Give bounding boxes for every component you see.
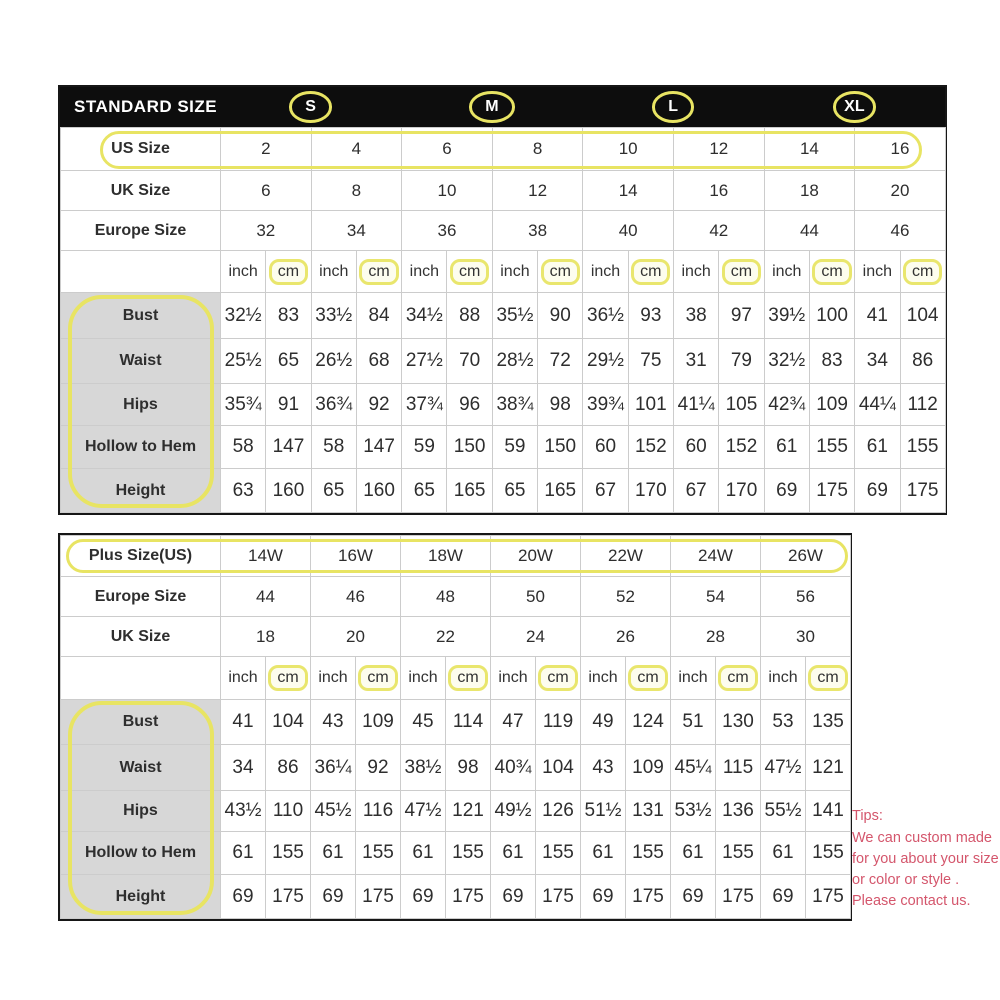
- measure-value-cell: 72: [538, 339, 583, 384]
- measure-value-cell: 69: [671, 875, 716, 919]
- measure-value-cell: 114: [446, 700, 491, 745]
- plus-size-table: [58, 533, 852, 921]
- measure-value-cell: 83: [809, 339, 854, 384]
- size-value-cell: 56: [761, 577, 851, 617]
- measure-value-cell: 41: [855, 293, 900, 339]
- measure-value-cell: 61: [311, 832, 356, 875]
- unit-row-empty-cell: [61, 657, 221, 700]
- measure-value-cell: 69: [221, 875, 266, 919]
- measure-value-cell: 86: [900, 339, 945, 384]
- cm-unit-cell: [266, 657, 311, 700]
- cm-unit-highlight: cm: [722, 259, 761, 285]
- measure-value-cell: 104: [266, 700, 311, 745]
- measure-value-cell: 86: [266, 745, 311, 791]
- measure-value-cell: 43½: [221, 791, 266, 832]
- cm-unit-highlight: cm: [269, 259, 308, 285]
- europe-size-label: Europe Size: [61, 211, 221, 251]
- us-size-row: [61, 128, 946, 171]
- measure-value-cell: 49½: [491, 791, 536, 832]
- measure-value-cell: 141: [806, 791, 851, 832]
- measure-value-cell: 69: [764, 469, 809, 513]
- tips-line: Please contact us.: [852, 893, 971, 909]
- measure-value-cell: 60: [673, 426, 718, 469]
- tips-title: Tips:: [852, 808, 883, 824]
- cm-unit-cell: [538, 251, 583, 293]
- measure-value-cell: 44¼: [855, 384, 900, 426]
- uk-size-label: UK Size: [61, 171, 221, 211]
- measure-value-cell: 35½: [492, 293, 537, 339]
- size-value-cell: 8: [311, 171, 402, 211]
- size-value-cell: 44: [764, 211, 855, 251]
- inch-unit-cell: inch: [855, 251, 900, 293]
- measure-value-cell: 69: [581, 875, 626, 919]
- size-value-cell: 14W: [221, 536, 311, 577]
- measure-value-cell: 135: [806, 700, 851, 745]
- measure-value-cell: 53½: [671, 791, 716, 832]
- measure-value-cell: 160: [356, 469, 401, 513]
- size-value-cell: 14: [764, 128, 855, 171]
- measure-value-cell: 36¾: [311, 384, 356, 426]
- size-value-cell: 12: [673, 128, 764, 171]
- measure-value-cell: 170: [719, 469, 764, 513]
- measure-value-cell: 61: [581, 832, 626, 875]
- measure-value-cell: 165: [538, 469, 583, 513]
- measure-value-cell: 97: [719, 293, 764, 339]
- measure-value-cell: 34½: [402, 293, 447, 339]
- cm-unit-cell: [266, 251, 311, 293]
- measure-value-cell: 160: [266, 469, 311, 513]
- size-letter-circle-m: M: [469, 91, 514, 122]
- size-value-cell: 24: [491, 617, 581, 657]
- size-value-cell: 32: [221, 211, 312, 251]
- cm-unit-cell: [626, 657, 671, 700]
- size-value-cell: 16: [855, 128, 946, 171]
- measure-value-cell: 65: [266, 339, 311, 384]
- measure-value-cell: 28½: [492, 339, 537, 384]
- size-value-cell: 26: [581, 617, 671, 657]
- measure-value-cell: 155: [716, 832, 761, 875]
- size-value-cell: 10: [402, 171, 493, 211]
- cm-unit-highlight: cm: [718, 665, 757, 691]
- measure-value-cell: 121: [446, 791, 491, 832]
- measure-value-cell: 51½: [581, 791, 626, 832]
- cm-unit-highlight: cm: [541, 259, 580, 285]
- measure-value-cell: 175: [266, 875, 311, 919]
- measure-value-cell: 150: [447, 426, 492, 469]
- bust-row: [61, 700, 851, 745]
- size-value-cell: 20W: [491, 536, 581, 577]
- size-group-xl: [764, 91, 945, 122]
- waist-label: Waist: [61, 745, 221, 791]
- size-value-cell: 22W: [581, 536, 671, 577]
- measure-value-cell: 69: [491, 875, 536, 919]
- standard-size-table: [58, 85, 947, 515]
- measure-value-cell: 47: [491, 700, 536, 745]
- measure-value-cell: 119: [536, 700, 581, 745]
- measure-value-cell: 61: [671, 832, 716, 875]
- measure-value-cell: 43: [311, 700, 356, 745]
- measure-value-cell: 40¾: [491, 745, 536, 791]
- tips-line: for you about your size: [852, 851, 999, 867]
- size-value-cell: 6: [402, 128, 493, 171]
- inch-unit-cell: inch: [401, 657, 446, 700]
- standard-size-header-bar: [60, 87, 945, 127]
- measure-value-cell: 55½: [761, 791, 806, 832]
- measure-value-cell: 36½: [583, 293, 628, 339]
- measure-value-cell: 35¾: [221, 384, 266, 426]
- measure-value-cell: 69: [855, 469, 900, 513]
- measure-value-cell: 49: [581, 700, 626, 745]
- measure-value-cell: 47½: [761, 745, 806, 791]
- measure-value-cell: 69: [761, 875, 806, 919]
- measure-value-cell: 121: [806, 745, 851, 791]
- measure-value-cell: 37¾: [402, 384, 447, 426]
- measure-value-cell: 93: [628, 293, 673, 339]
- inch-unit-cell: inch: [311, 657, 356, 700]
- size-value-cell: 22: [401, 617, 491, 657]
- measure-value-cell: 105: [719, 384, 764, 426]
- inch-unit-cell: inch: [581, 657, 626, 700]
- size-value-cell: 16: [673, 171, 764, 211]
- measure-value-cell: 58: [311, 426, 356, 469]
- measure-value-cell: 98: [538, 384, 583, 426]
- size-value-cell: 30: [761, 617, 851, 657]
- measure-value-cell: 155: [900, 426, 945, 469]
- measure-value-cell: 90: [538, 293, 583, 339]
- size-value-cell: 18W: [401, 536, 491, 577]
- cm-unit-highlight: cm: [358, 665, 397, 691]
- measure-value-cell: 131: [626, 791, 671, 832]
- size-value-cell: 8: [492, 128, 583, 171]
- tips-line: or color or style .: [852, 872, 960, 888]
- size-value-cell: 26W: [761, 536, 851, 577]
- size-value-cell: 14: [583, 171, 674, 211]
- measure-value-cell: 41: [221, 700, 266, 745]
- measure-value-cell: 155: [809, 426, 854, 469]
- waist-row: [61, 745, 851, 791]
- cm-unit-cell: [806, 657, 851, 700]
- measure-value-cell: 175: [356, 875, 401, 919]
- size-value-cell: 16W: [311, 536, 401, 577]
- size-value-cell: 18: [221, 617, 311, 657]
- measure-value-cell: 51: [671, 700, 716, 745]
- measure-value-cell: 34: [221, 745, 266, 791]
- plus-size-us-label: Plus Size(US): [61, 536, 221, 577]
- tips-lines: [852, 828, 1000, 912]
- cm-unit-cell: [536, 657, 581, 700]
- measure-value-cell: 124: [626, 700, 671, 745]
- measure-value-cell: 61: [401, 832, 446, 875]
- measure-value-cell: 91: [266, 384, 311, 426]
- cm-unit-cell: [356, 251, 401, 293]
- measure-value-cell: 175: [809, 469, 854, 513]
- measure-value-cell: 175: [626, 875, 671, 919]
- measure-value-cell: 109: [356, 700, 401, 745]
- cm-unit-highlight: cm: [631, 259, 670, 285]
- cm-unit-cell: [809, 251, 854, 293]
- bust-label: Bust: [61, 700, 221, 745]
- measure-value-cell: 42¾: [764, 384, 809, 426]
- measure-value-cell: 67: [673, 469, 718, 513]
- cm-unit-cell: [719, 251, 764, 293]
- size-letter-circle-xl: XL: [833, 91, 875, 122]
- size-value-cell: 46: [855, 211, 946, 251]
- measure-value-cell: 170: [628, 469, 673, 513]
- measure-value-cell: 101: [628, 384, 673, 426]
- inch-unit-cell: inch: [764, 251, 809, 293]
- measure-value-cell: 116: [356, 791, 401, 832]
- measure-value-cell: 104: [536, 745, 581, 791]
- size-value-cell: 48: [401, 577, 491, 617]
- uk-size-label: UK Size: [61, 617, 221, 657]
- size-value-cell: 20: [855, 171, 946, 211]
- size-value-cell: 42: [673, 211, 764, 251]
- hollow-to-hem-label: Hollow to Hem: [61, 426, 221, 469]
- size-value-cell: 44: [221, 577, 311, 617]
- size-group-letters: [220, 91, 945, 122]
- size-value-cell: 18: [764, 171, 855, 211]
- cm-unit-highlight: cm: [628, 665, 667, 691]
- size-group-s: [220, 91, 401, 122]
- measure-value-cell: 59: [402, 426, 447, 469]
- hips-row: [61, 384, 946, 426]
- measure-value-cell: 150: [538, 426, 583, 469]
- size-letter-circle-s: S: [289, 91, 332, 122]
- europe-size-label: Europe Size: [61, 577, 221, 617]
- measure-value-cell: 61: [764, 426, 809, 469]
- size-group-l: [583, 91, 764, 122]
- cm-unit-highlight: cm: [808, 665, 847, 691]
- measure-value-cell: 79: [719, 339, 764, 384]
- inch-unit-cell: inch: [492, 251, 537, 293]
- size-value-cell: 52: [581, 577, 671, 617]
- hollow-to-hem-row: [61, 832, 851, 875]
- measure-value-cell: 126: [536, 791, 581, 832]
- measure-value-cell: 69: [401, 875, 446, 919]
- measure-value-cell: 67: [583, 469, 628, 513]
- waist-row: [61, 339, 946, 384]
- measure-value-cell: 39¾: [583, 384, 628, 426]
- cm-unit-highlight: cm: [812, 259, 851, 285]
- size-value-cell: 4: [311, 128, 402, 171]
- measure-value-cell: 65: [492, 469, 537, 513]
- cm-unit-highlight: cm: [268, 665, 307, 691]
- measure-value-cell: 53: [761, 700, 806, 745]
- measure-value-cell: 112: [900, 384, 945, 426]
- measure-value-cell: 61: [855, 426, 900, 469]
- size-value-cell: 38: [492, 211, 583, 251]
- measure-value-cell: 109: [809, 384, 854, 426]
- measure-value-cell: 29½: [583, 339, 628, 384]
- measure-value-cell: 96: [447, 384, 492, 426]
- measure-value-cell: 175: [806, 875, 851, 919]
- measure-value-cell: 152: [628, 426, 673, 469]
- measure-value-cell: 63: [221, 469, 266, 513]
- measure-value-cell: 100: [809, 293, 854, 339]
- measure-value-cell: 88: [447, 293, 492, 339]
- size-value-cell: 6: [221, 171, 312, 211]
- cm-unit-highlight: cm: [538, 665, 577, 691]
- size-value-cell: 2: [221, 128, 312, 171]
- size-value-cell: 46: [311, 577, 401, 617]
- height-row: [61, 875, 851, 919]
- us-size-label: US Size: [61, 128, 221, 171]
- measure-value-cell: 84: [356, 293, 401, 339]
- uk-size-row: [61, 617, 851, 657]
- plus-size-us-row: [61, 536, 851, 577]
- measure-value-cell: 155: [446, 832, 491, 875]
- height-label: Height: [61, 469, 221, 513]
- measure-value-cell: 38: [673, 293, 718, 339]
- measure-value-cell: 68: [356, 339, 401, 384]
- measure-value-cell: 39½: [764, 293, 809, 339]
- inch-unit-cell: inch: [221, 657, 266, 700]
- unit-row: [61, 657, 851, 700]
- measure-value-cell: 43: [581, 745, 626, 791]
- standard-size-grid: [60, 127, 946, 513]
- measure-value-cell: 83: [266, 293, 311, 339]
- standard-size-title: STANDARD SIZE: [74, 97, 218, 116]
- size-value-cell: 28: [671, 617, 761, 657]
- measure-value-cell: 155: [266, 832, 311, 875]
- measure-value-cell: 115: [716, 745, 761, 791]
- size-value-cell: 12: [492, 171, 583, 211]
- measure-value-cell: 69: [311, 875, 356, 919]
- hollow-to-hem-label: Hollow to Hem: [61, 832, 221, 875]
- europe-size-row: [61, 577, 851, 617]
- measure-value-cell: 32½: [764, 339, 809, 384]
- cm-unit-cell: [446, 657, 491, 700]
- measure-value-cell: 47½: [401, 791, 446, 832]
- tips-line: We can custom made: [852, 830, 992, 846]
- waist-label: Waist: [61, 339, 221, 384]
- tips-note: [852, 806, 1000, 912]
- size-value-cell: 10: [583, 128, 674, 171]
- inch-unit-cell: inch: [311, 251, 356, 293]
- measure-value-cell: 175: [900, 469, 945, 513]
- measure-value-cell: 61: [221, 832, 266, 875]
- measure-value-cell: 155: [626, 832, 671, 875]
- plus-size-grid: [60, 535, 851, 919]
- cm-unit-cell: [356, 657, 401, 700]
- cm-unit-cell: [900, 251, 945, 293]
- cm-unit-highlight: cm: [448, 665, 487, 691]
- inch-unit-cell: inch: [583, 251, 628, 293]
- measure-value-cell: 25½: [221, 339, 266, 384]
- size-value-cell: 20: [311, 617, 401, 657]
- measure-value-cell: 61: [761, 832, 806, 875]
- size-value-cell: 36: [402, 211, 493, 251]
- size-group-m: [401, 91, 582, 122]
- measure-value-cell: 32½: [221, 293, 266, 339]
- measure-value-cell: 60: [583, 426, 628, 469]
- measure-value-cell: 45½: [311, 791, 356, 832]
- inch-unit-cell: inch: [402, 251, 447, 293]
- measure-value-cell: 75: [628, 339, 673, 384]
- measure-value-cell: 59: [492, 426, 537, 469]
- measure-value-cell: 155: [806, 832, 851, 875]
- cm-unit-highlight: cm: [903, 259, 942, 285]
- measure-value-cell: 65: [311, 469, 356, 513]
- measure-value-cell: 38½: [401, 745, 446, 791]
- hips-label: Hips: [61, 384, 221, 426]
- cm-unit-cell: [628, 251, 673, 293]
- measure-value-cell: 130: [716, 700, 761, 745]
- measure-value-cell: 147: [356, 426, 401, 469]
- measure-value-cell: 61: [491, 832, 536, 875]
- measure-value-cell: 58: [221, 426, 266, 469]
- measure-value-cell: 34: [855, 339, 900, 384]
- measure-value-cell: 36¼: [311, 745, 356, 791]
- hollow-to-hem-row: [61, 426, 946, 469]
- size-value-cell: 50: [491, 577, 581, 617]
- measure-value-cell: 33½: [311, 293, 356, 339]
- measure-value-cell: 175: [536, 875, 581, 919]
- measure-value-cell: 26½: [311, 339, 356, 384]
- measure-value-cell: 98: [446, 745, 491, 791]
- measure-value-cell: 92: [356, 745, 401, 791]
- uk-size-row: [61, 171, 946, 211]
- measure-value-cell: 136: [716, 791, 761, 832]
- inch-unit-cell: inch: [673, 251, 718, 293]
- size-value-cell: 24W: [671, 536, 761, 577]
- bust-label: Bust: [61, 293, 221, 339]
- size-letter-circle-l: L: [652, 91, 694, 122]
- unit-row-empty-cell: [61, 251, 221, 293]
- size-value-cell: 40: [583, 211, 674, 251]
- hips-row: [61, 791, 851, 832]
- measure-value-cell: 38¾: [492, 384, 537, 426]
- measure-value-cell: 70: [447, 339, 492, 384]
- measure-value-cell: 45: [401, 700, 446, 745]
- measure-value-cell: 155: [356, 832, 401, 875]
- cm-unit-highlight: cm: [450, 259, 489, 285]
- inch-unit-cell: inch: [491, 657, 536, 700]
- cm-unit-cell: [716, 657, 761, 700]
- europe-size-row: [61, 211, 946, 251]
- measure-value-cell: 27½: [402, 339, 447, 384]
- height-label: Height: [61, 875, 221, 919]
- size-value-cell: 54: [671, 577, 761, 617]
- unit-row: [61, 251, 946, 293]
- measure-value-cell: 45¼: [671, 745, 716, 791]
- inch-unit-cell: inch: [671, 657, 716, 700]
- cm-unit-highlight: cm: [359, 259, 398, 285]
- measure-value-cell: 152: [719, 426, 764, 469]
- measure-value-cell: 41¼: [673, 384, 718, 426]
- measure-value-cell: 92: [356, 384, 401, 426]
- cm-unit-cell: [447, 251, 492, 293]
- height-row: [61, 469, 946, 513]
- measure-value-cell: 147: [266, 426, 311, 469]
- measure-value-cell: 65: [402, 469, 447, 513]
- measure-value-cell: 31: [673, 339, 718, 384]
- measure-value-cell: 155: [536, 832, 581, 875]
- measure-value-cell: 165: [447, 469, 492, 513]
- measure-value-cell: 104: [900, 293, 945, 339]
- hips-label: Hips: [61, 791, 221, 832]
- bust-row: [61, 293, 946, 339]
- inch-unit-cell: inch: [761, 657, 806, 700]
- measure-value-cell: 109: [626, 745, 671, 791]
- inch-unit-cell: inch: [221, 251, 266, 293]
- measure-value-cell: 175: [716, 875, 761, 919]
- size-value-cell: 34: [311, 211, 402, 251]
- measure-value-cell: 110: [266, 791, 311, 832]
- measure-value-cell: 175: [446, 875, 491, 919]
